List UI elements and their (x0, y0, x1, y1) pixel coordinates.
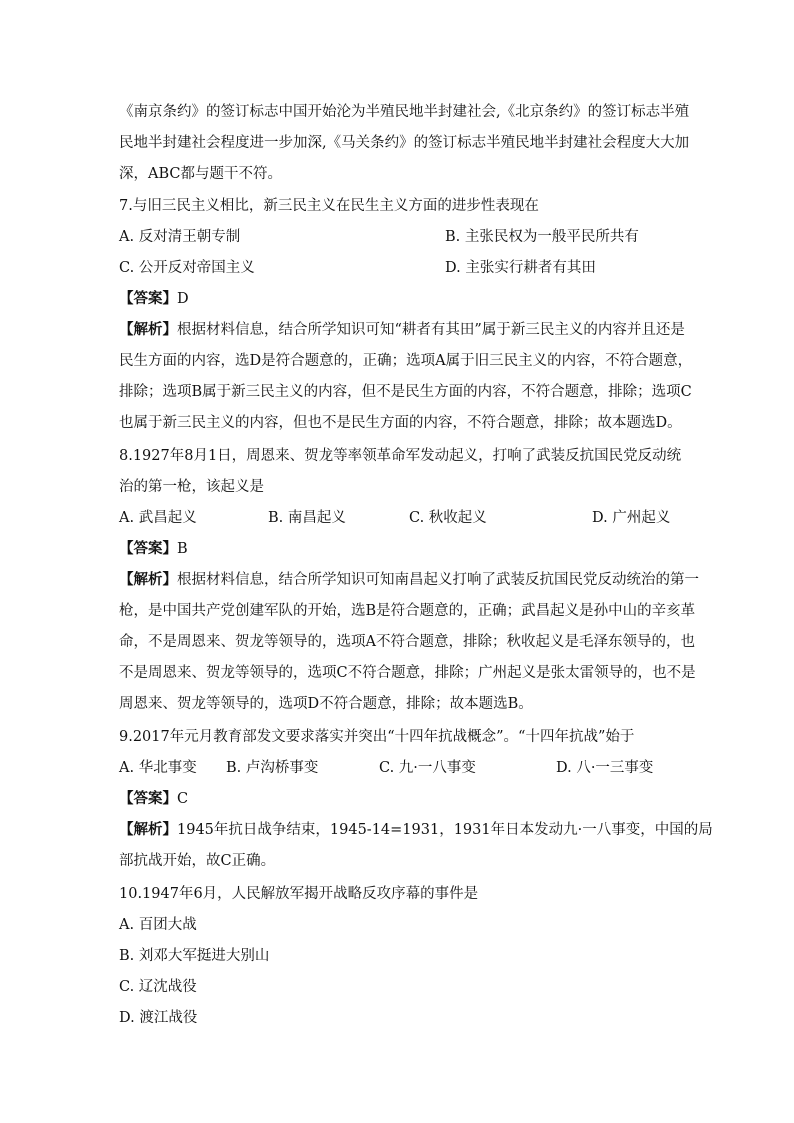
question-10-option-b: B. 刘邓大军挺进大别山 (119, 948, 270, 964)
question-7-option-c: C. 公开反对帝国主义 (119, 260, 255, 276)
question-9-option-d: D. 八·一三事变 (556, 760, 654, 776)
question-10-stem: 10.1947年6月，人民解放军揭开战略反攻序幕的事件是 (119, 886, 479, 902)
question-8-stem: 8.1927年8月1日，周恩来、贺龙等率领革命军发动起义，打响了武装反抗国民党反动统 (119, 448, 682, 464)
analysis-text: 根据材料信息，结合所学知识可知“耕者有其田”属于新三民主义的内容并且还是 (177, 322, 685, 338)
answer-value: D (177, 291, 189, 307)
question-8-analysis (119, 570, 699, 590)
answer-value: B (177, 541, 188, 557)
analysis-label: 【解析】 (119, 571, 177, 588)
question-8-option-d: D. 广州起义 (592, 510, 671, 526)
question-7-answer (119, 289, 189, 309)
question-10-option-d: D. 渡江战役 (119, 1010, 198, 1026)
question-7-option-b: B. 主张民权为一般平民所共有 (445, 229, 639, 245)
analysis-label: 【解析】 (119, 321, 177, 338)
question-7-stem: 7.与旧三民主义相比，新三民主义在民生主义方面的进步性表现在 (119, 198, 539, 214)
question-8-option-c: C. 秋收起义 (409, 510, 487, 526)
analysis-line: 民生方面的内容，选D是符合题意的，正确；选项A属于旧三民主义的内容，不符合题意， (119, 353, 693, 369)
analysis-text: 1945年抗日战争结束，1945-14=1931，1931年日本发动九·一八事变，中国的局 (177, 822, 713, 838)
question-7-option-d: D. 主张实行耕者有其田 (445, 260, 596, 276)
question-8-answer (119, 539, 188, 559)
analysis-line: 也属于新三民主义的内容，但也不是民生方面的内容，不符合题意，排除；故本题选D。 (119, 415, 682, 431)
analysis-line: 排除；选项B属于新三民主义的内容，但不是民生方面的内容，不符合题意，排除；选项C (119, 384, 692, 400)
question-8-stem: 治的第一枪，该起义是 (119, 479, 264, 495)
question-9-option-c: C. 九·一八事变 (379, 760, 476, 776)
analysis-text: 根据材料信息，结合所学知识可知南昌起义打响了武装反抗国民党反动统治的第一 (177, 572, 699, 588)
intro-line: 《南京条约》的签订标志中国开始沦为半殖民地半封建社会,《北京条约》的签订标志半殖 (119, 104, 690, 120)
answer-label: 【答案】 (119, 540, 177, 557)
question-9-stem: 9.2017年元月教育部发文要求落实并突出“十四年抗战概念”。“十四年抗战”始于 (119, 729, 635, 745)
question-10-option-c: C. 辽沈战役 (119, 979, 197, 995)
question-7-analysis (119, 320, 685, 340)
answer-label: 【答案】 (119, 790, 177, 807)
question-9-answer (119, 789, 188, 809)
analysis-line: 不是周恩来、贺龙等领导的，选项C不符合题意，排除；广州起义是张太雷领导的，也不是 (119, 665, 696, 681)
question-9-option-a: A. 华北事变 (119, 760, 197, 776)
analysis-line: 枪，是中国共产党创建军队的开始，选B是符合题意的，正确；武昌起义是孙中山的辛亥革 (119, 603, 696, 619)
question-9-option-b: B. 卢沟桥事变 (226, 760, 319, 776)
analysis-line: 部抗战开始，故C正确。 (119, 853, 276, 869)
analysis-line: 周恩来、贺龙等领导的，选项D不符合题意，排除；故本题选B。 (119, 696, 533, 712)
analysis-line: 命，不是周恩来、贺龙等领导的，选项A不符合题意，排除；秋收起义是毛泽东领导的，也 (119, 634, 695, 650)
question-9-analysis (119, 820, 713, 840)
intro-line: 深，ABC都与题干不符。 (119, 166, 282, 182)
answer-label: 【答案】 (119, 290, 177, 307)
analysis-label: 【解析】 (119, 821, 177, 838)
answer-value: C (177, 791, 189, 807)
question-8-option-a: A. 武昌起义 (119, 510, 197, 526)
question-7-option-a: A. 反对清王朝专制 (119, 229, 241, 245)
question-8-option-b: B. 南昌起义 (268, 510, 346, 526)
question-10-option-a: A. 百团大战 (119, 917, 197, 933)
intro-line: 民地半封建社会程度进一步加深,《马关条约》的签订标志半殖民地半封建社会程度大大加 (119, 135, 690, 151)
